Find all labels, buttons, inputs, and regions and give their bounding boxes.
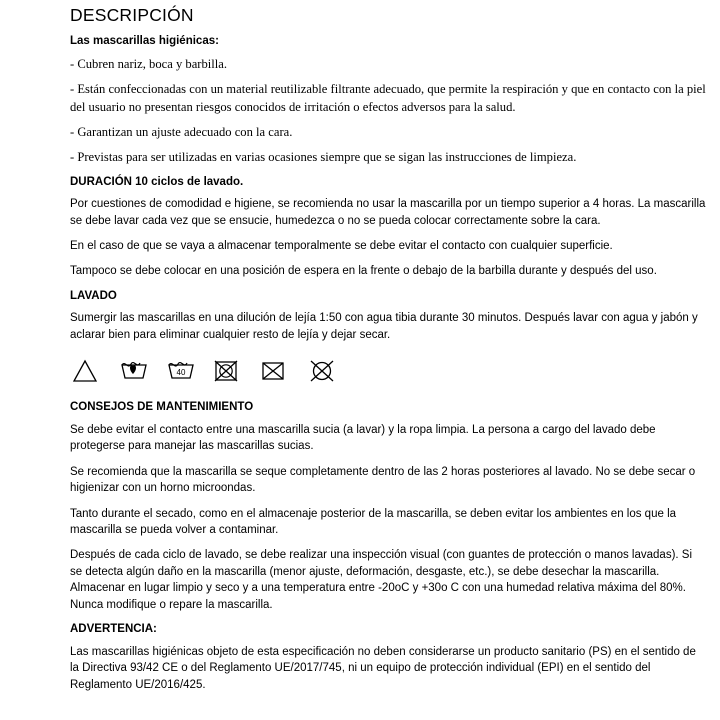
care-symbols-row bbox=[72, 356, 706, 386]
paragraph: Tanto durante el secado, como en el almacenaje posterior de la mascarilla, se deben evitar los ambientes en los que la mascarilla se pueda volver a contaminar. bbox=[70, 507, 677, 536]
paragraph: Las mascarillas higiénicas objeto de esta especificación no deben considerarse un producto sanitario (PS) en el sentido de la Directiva 93/42 CE o del Reglamento UE/2017/745, ni un equipo de protección individual (EPI) en el sentido del Reglamento UE/2016/425. bbox=[70, 645, 696, 691]
paragraph: Por cuestiones de comodidad e higiene, se recomienda no usar la mascarilla por un tiempo superior a 4 horas. La mascarilla se debe lavar cada vez que se ensucie, humedezca o no se pueda colocar correctamente sobre la cara. bbox=[70, 198, 706, 227]
wash-40-icon bbox=[166, 358, 192, 384]
duracion-heading: DURACIÓN 10 ciclos de lavado. bbox=[70, 175, 244, 188]
hand-wash-icon bbox=[119, 358, 145, 384]
advertencia-heading: ADVERTENCIA: bbox=[70, 623, 157, 636]
intro-heading: Las mascarillas higiénicas: bbox=[70, 35, 219, 48]
bleach-allowed-icon bbox=[72, 358, 98, 384]
paragraph: En el caso de que se vaya a almacenar temporalmente se debe evitar el contacto con cualquier superficie. bbox=[70, 240, 613, 253]
lavado-heading: LAVADO bbox=[70, 289, 117, 302]
page-title: DESCRIPCIÓN bbox=[70, 5, 194, 25]
list-item: - Cubren nariz, boca y barbilla. bbox=[70, 56, 228, 71]
svg-text:40: 40 bbox=[176, 368, 186, 378]
paragraph: Tampoco se debe colocar en una posición de espera en la frente o debajo de la barbilla durante y después del uso. bbox=[70, 265, 657, 278]
consejos-heading: CONSEJOS DE MANTENIMIENTO bbox=[70, 401, 254, 414]
do-not-dry-clean-icon bbox=[307, 358, 333, 384]
paragraph: Se recomienda que la mascarilla se seque completamente dentro de las 2 horas posteriores al lavado. No se debe secar o higienizar con un horno microondas. bbox=[70, 465, 696, 495]
paragraph: Después de cada ciclo de lavado, se debe realizar una inspección visual (con guantes de protección o manos lavadas). Si se detecta algún daño en la mascarilla (menor ajuste, deformación, desgaste, etc.), se debe desechar la mascarilla. Almacenar en lugar limpio y seco y a una temperatura entre -20oC y +30o C con una humedad relativa máxima del 80%. Nunca modifique o repare la mascarilla. bbox=[70, 549, 693, 611]
paragraph: Sumergir las mascarillas en una dilución de lejía 1:50 con agua tibia durante 30 minutos. Después lavar con agua y jabón y aclarar bien para eliminar cualquier resto de lejía y dejar secar. bbox=[70, 312, 698, 341]
paragraph: Se debe evitar el contacto entre una mascarilla sucia (a lavar) y la ropa limpia. La persona a cargo del lavado debe protegerse para manejar las mascarillas sucias. bbox=[70, 423, 656, 453]
list-item: - Están confeccionadas con un material reutilizable filtrante adecuado, que permite la respiración y que en contacto con la piel del usuario no presentan riesgos conocidos de irritación o efectos adversos para la salud. bbox=[70, 82, 706, 114]
list-item: - Previstas para ser utilizadas en varias ocasiones siempre que se sigan las instrucciones de limpieza. bbox=[70, 150, 577, 165]
list-item: - Garantizan un ajuste adecuado con la cara. bbox=[70, 124, 293, 139]
do-not-iron-icon bbox=[260, 358, 286, 384]
do-not-tumble-dry-icon bbox=[213, 358, 239, 384]
